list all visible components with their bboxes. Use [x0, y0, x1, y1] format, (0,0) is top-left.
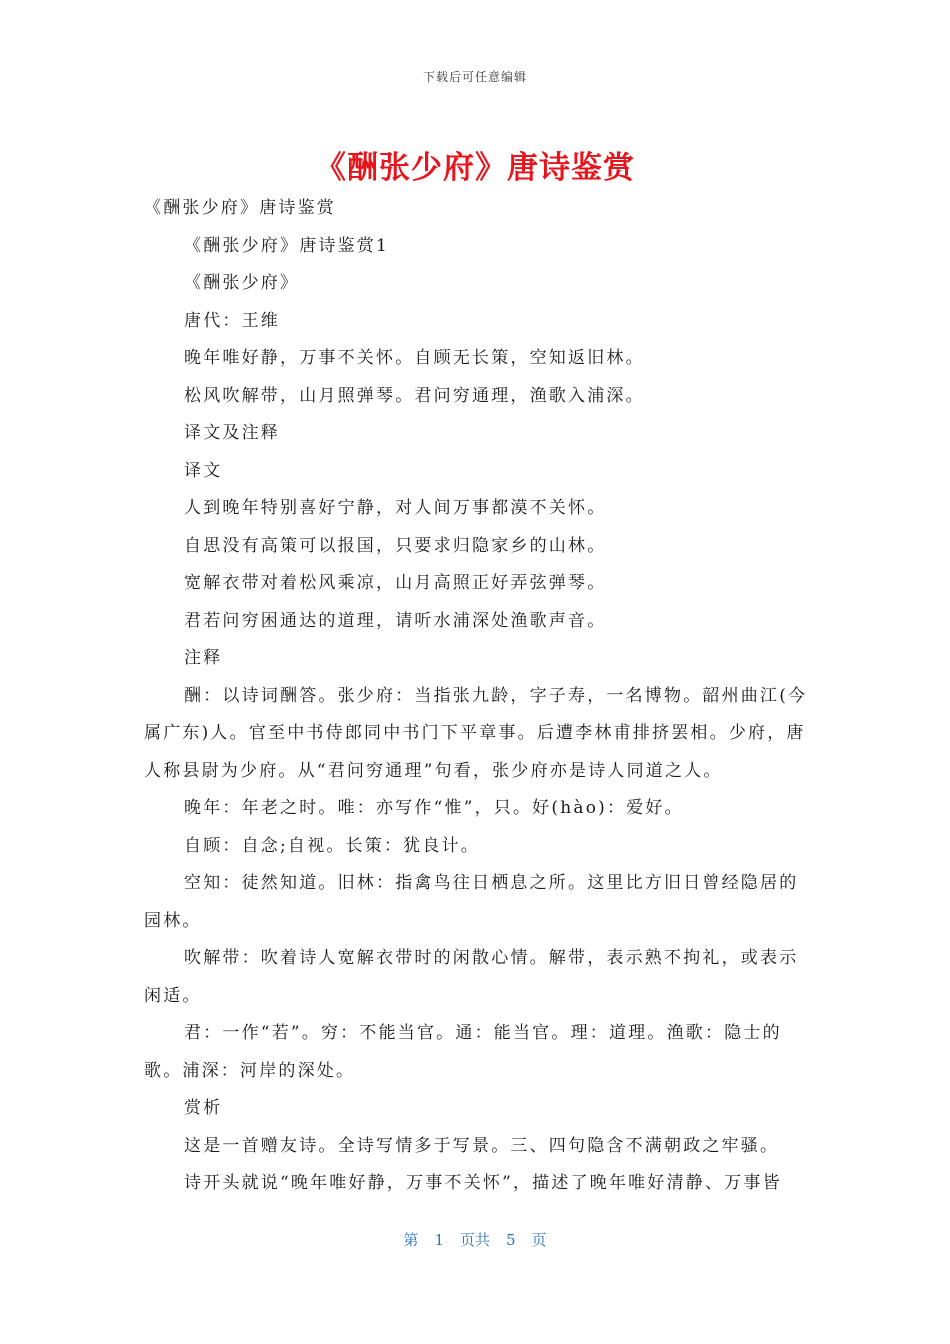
- footer-current-page: 1: [434, 1231, 444, 1249]
- section-heading: 赏析: [184, 1098, 223, 1118]
- poem-line: 晚年唯好静，万事不关怀。自顾无长策，空知返旧林。: [184, 348, 645, 368]
- analysis-paragraph: 这是一首赠友诗。全诗写情多于写景。三、四句隐含不满朝政之牢骚。: [184, 1135, 780, 1156]
- translation-line: 宽解衣带对着松风乘凉，山月高照正好弄弦弹琴。: [184, 573, 607, 593]
- section-heading: 译文: [184, 460, 223, 481]
- paragraph: 《酬张少府》唐诗鉴赏: [144, 198, 336, 218]
- paragraph: 唐代：王维: [184, 310, 280, 331]
- section-heading: 译文及注释: [184, 423, 280, 443]
- analysis-paragraph: 诗开头就说“晚年唯好静，万事不关怀”，描述了晚年唯好清静、万事皆: [184, 1173, 782, 1193]
- poem-line: 松风吹解带，山月照弹琴。君问穷通理，渔歌入浦深。: [184, 385, 645, 406]
- annotation: 空知：徒然知道。旧林：指禽鸟往日栖息之所。这里比方旧日曾经隐居的园林。: [144, 873, 799, 931]
- document-body: [144, 190, 808, 1203]
- annotation: 晚年：年老之时。唯：亦写作“惟”，只。好(hào)：爱好。: [184, 798, 684, 818]
- section-heading: 注释: [184, 648, 223, 668]
- annotation: 君：一作“若”。穷：不能当官。通：能当官。理：道理。渔歌：隐士的歌。浦深：河岸的深处。: [144, 1023, 782, 1081]
- annotation: 吹解带：吹着诗人宽解衣带时的闲散心情。解带，表示熟不拘礼，或表示闲适。: [144, 948, 799, 1006]
- footer-prefix: 第: [403, 1231, 419, 1249]
- paragraph: 《酬张少府》: [184, 273, 300, 293]
- footer-suffix: 页: [531, 1231, 547, 1249]
- paragraph: 《酬张少府》唐诗鉴赏1: [184, 235, 390, 256]
- annotation: 酬：以诗词酬答。张少府：当指张九龄，字子寿，一名博物。韶州曲江(今属广东)人。官至中书侍郎同中书门下平章事。后遭李林甫排挤罢相。少府，唐人称县尉为少府。从“君问穷通理”句看，张少府亦是诗人同道之人。: [144, 685, 808, 781]
- page-footer: [0, 1229, 950, 1250]
- translation-line: 君若问穷困通达的道理，请听水浦深处渔歌声音。: [184, 610, 607, 631]
- document-title: 《酬张少府》唐诗鉴赏: [315, 150, 635, 186]
- page-header-note: 下载后可任意编辑: [422, 70, 527, 84]
- footer-total-pages: 5: [506, 1231, 516, 1249]
- annotation: 自顾：自念;自视。长策：犹良计。: [184, 835, 480, 856]
- translation-line: 自思没有高策可以报国，只要求归隐家乡的山林。: [184, 535, 607, 556]
- footer-middle: 页共: [459, 1231, 490, 1249]
- translation-line: 人到晚年特别喜好宁静，对人间万事都漠不关怀。: [184, 498, 607, 518]
